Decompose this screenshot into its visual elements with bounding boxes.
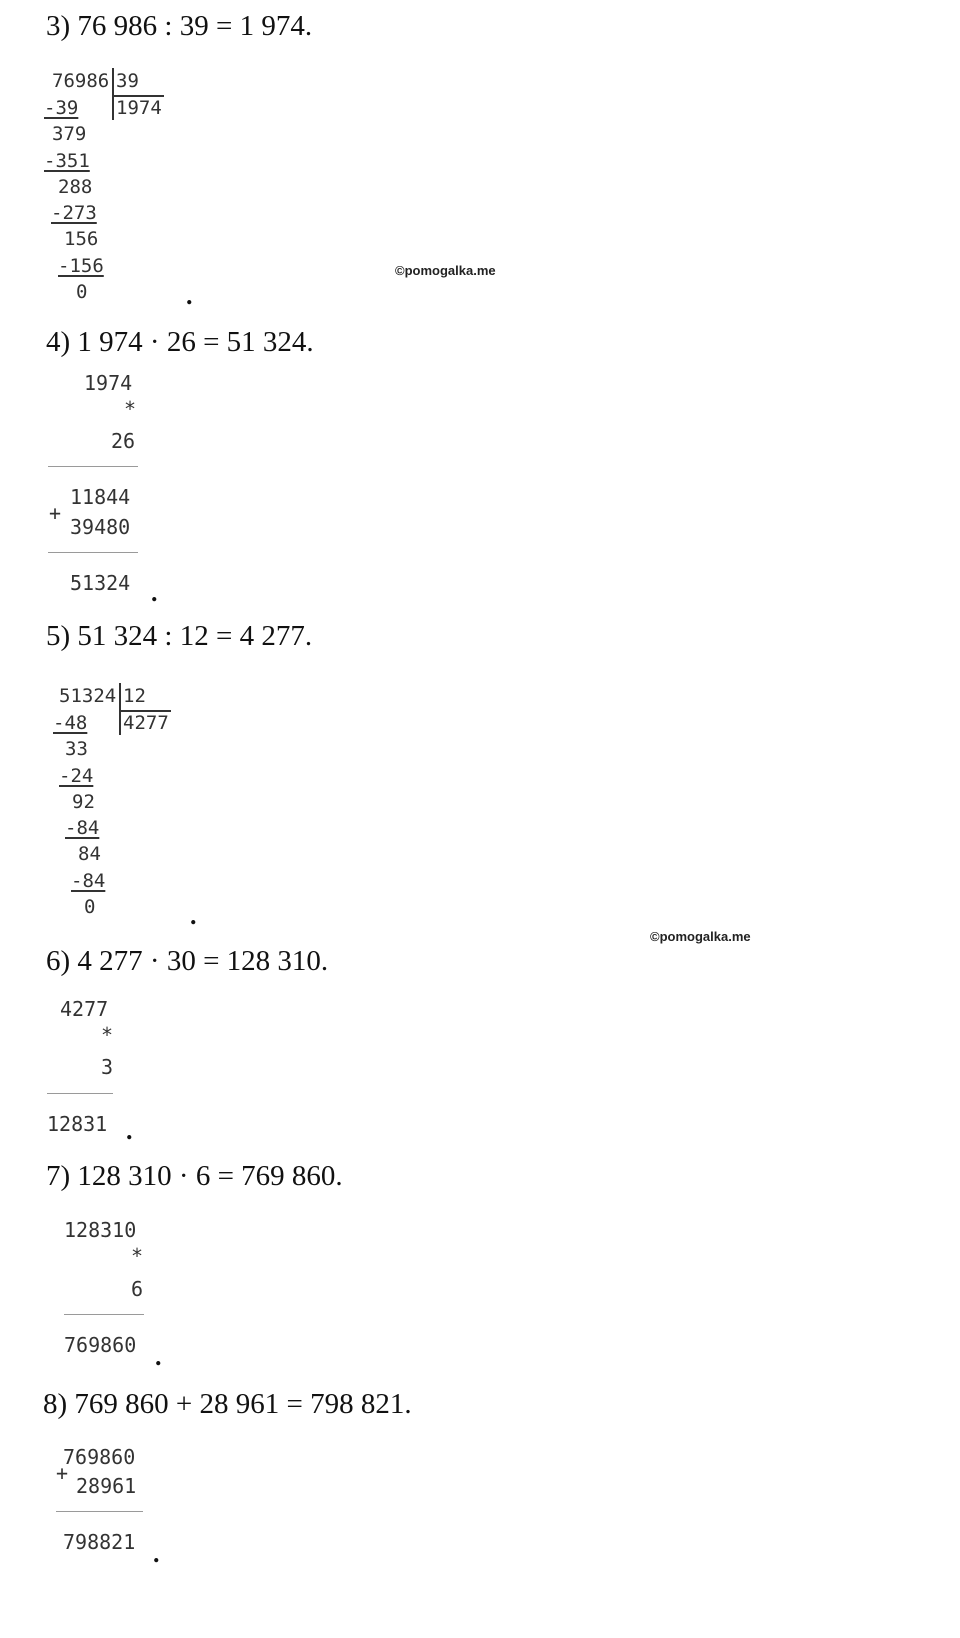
equation-3: 3) 76 986 : 39 = 1 974.	[46, 10, 313, 42]
step: 92	[72, 791, 95, 813]
step: 288	[58, 176, 93, 198]
step: -156	[58, 255, 104, 277]
plus-sign: +	[49, 501, 62, 525]
multiplicand: 4277	[60, 997, 109, 1021]
watermark: ©pomogalka.me	[650, 929, 751, 944]
partial-product: 39480	[70, 515, 131, 539]
period: .	[153, 1539, 160, 1568]
rule	[47, 1093, 113, 1094]
multiplier: 26	[111, 429, 136, 453]
equation-8: 8) 769 860 + 28 961 = 798 821.	[43, 1388, 412, 1420]
addend: 769860	[63, 1445, 136, 1469]
step: -351	[44, 150, 90, 172]
multiplicand: 1974	[84, 371, 133, 395]
rule	[64, 1314, 144, 1315]
equation-4: 4) 1 974 · 26 = 51 324.	[46, 326, 314, 358]
equation-7: 7) 128 310 · 6 = 769 860.	[46, 1160, 343, 1192]
step: 156	[64, 228, 99, 250]
multiplier: 6	[131, 1277, 144, 1301]
period: .	[190, 901, 197, 930]
step: -48	[53, 712, 88, 734]
plus-sign: +	[56, 1461, 69, 1485]
rule	[48, 552, 138, 553]
watermark: ©pomogalka.me	[395, 263, 496, 278]
addend: 28961	[76, 1474, 137, 1498]
divisor: 39	[116, 70, 139, 92]
quotient: 4277	[123, 712, 169, 734]
sum: 798821	[63, 1530, 136, 1554]
quotient: 1974	[116, 97, 162, 119]
times-sign: *	[101, 1023, 114, 1047]
step: -24	[59, 765, 94, 787]
period: .	[126, 1116, 133, 1145]
product: 769860	[64, 1333, 137, 1357]
step: -84	[65, 817, 100, 839]
product: 12831	[47, 1112, 108, 1136]
times-sign: *	[124, 397, 137, 421]
rule	[48, 466, 138, 467]
step: -39	[44, 97, 79, 119]
step: 84	[78, 843, 101, 865]
period: .	[151, 578, 158, 607]
step: 33	[65, 738, 88, 760]
equation-6: 6) 4 277 · 30 = 128 310.	[46, 945, 329, 977]
times-sign: *	[131, 1244, 144, 1268]
period: .	[155, 1342, 162, 1371]
partial-product: 11844	[70, 485, 131, 509]
step: -273	[51, 202, 97, 224]
step: 0	[84, 896, 96, 918]
divisor: 12	[123, 685, 146, 707]
step: 0	[76, 281, 88, 303]
division-bar	[119, 683, 121, 735]
dividend: 76986	[52, 70, 110, 92]
rule	[56, 1511, 143, 1512]
step: -84	[71, 870, 106, 892]
step: 379	[52, 123, 87, 145]
period: .	[186, 281, 193, 310]
dividend: 51324	[59, 685, 117, 707]
product: 51324	[70, 571, 131, 595]
equation-5: 5) 51 324 : 12 = 4 277.	[46, 620, 313, 652]
division-bar	[112, 68, 114, 120]
multiplier: 3	[101, 1055, 114, 1079]
multiplicand: 128310	[64, 1218, 137, 1242]
